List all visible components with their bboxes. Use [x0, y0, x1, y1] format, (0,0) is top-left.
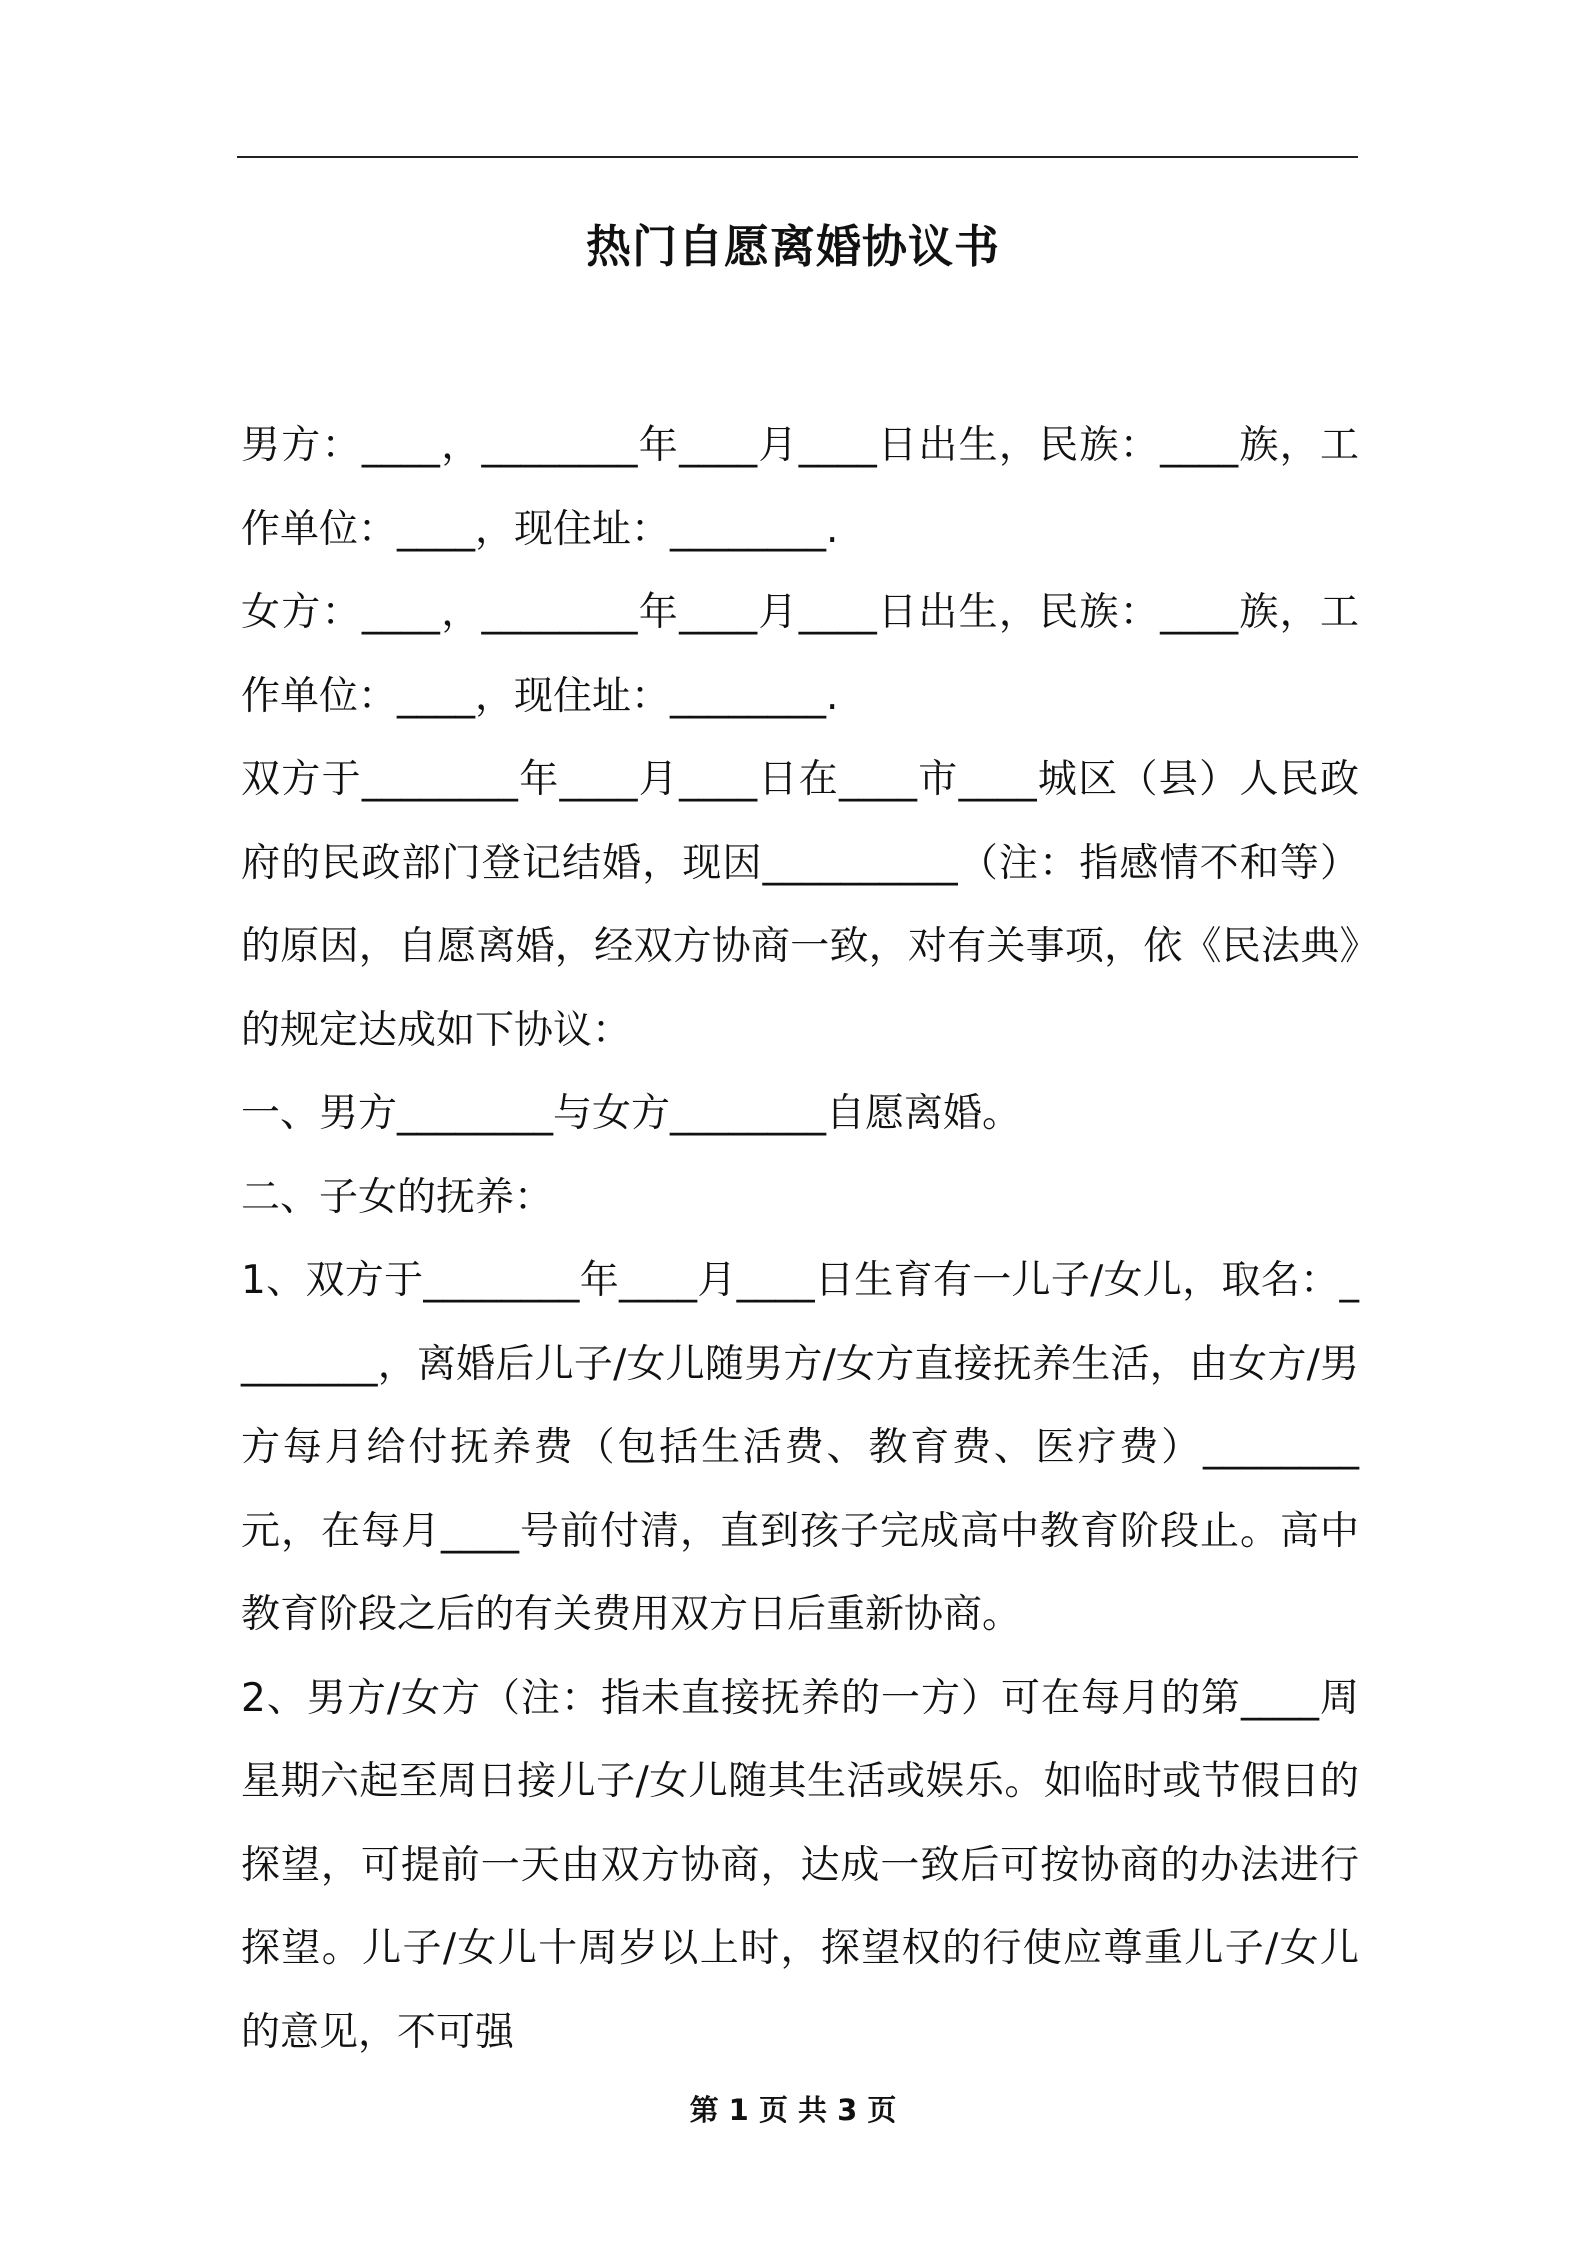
paragraph-male-party: 男方：____，________年____月____日出生，民族：____族，工作单位：____，现住址：________.	[241, 423, 1359, 552]
paragraph-child-custody: 1、双方于________年____月____日生育有一儿子/女儿，取名：________，离婚后儿子/女儿随男方/女方直接抚养生活，由女方/男方每月给付抚养费（包括生活费、教育费、医疗费）________元，在每月____号前付清，直到孩子完成高中教育阶段止。高中教育阶段之后的有关费用双方日后重新协商。	[241, 1258, 1359, 1637]
paragraph-clause-1: 一、男方________与女方________自愿离婚。	[241, 1091, 1022, 1136]
paragraph-clause-2-heading: 二、子女的抚养：	[241, 1174, 554, 1220]
document-title: 热门自愿离婚协议书	[585, 220, 1000, 273]
paragraph-marriage-registration: 双方于________年____月____日在____市____城区（县）人民政府的民政部门登记结婚，现因__________（注：指感情不和等）的原因，自愿离婚，经双方协商一致，对有关事项，依《民法典》的规定达成如下协议：	[241, 757, 1359, 1053]
document-body	[241, 404, 1359, 2074]
page-footer: 第 1 页 共 3 页	[689, 2093, 897, 2127]
paragraph-female-party: 女方：____，________年____月____日出生，民族：____族，工作单位：____，现住址：________.	[241, 590, 1359, 719]
paragraph-visitation: 2、男方/女方（注：指未直接抚养的一方）可在每月的第____周星期六起至周日接儿子/女儿随其生活或娱乐。如临时或节假日的探望，可提前一天由双方协商，达成一致后可按协商的办法进行探望。儿子/女儿十周岁以上时，探望权的行使应尊重儿子/女儿的意见，不可强	[241, 1675, 1359, 2055]
header-rule	[237, 156, 1358, 158]
